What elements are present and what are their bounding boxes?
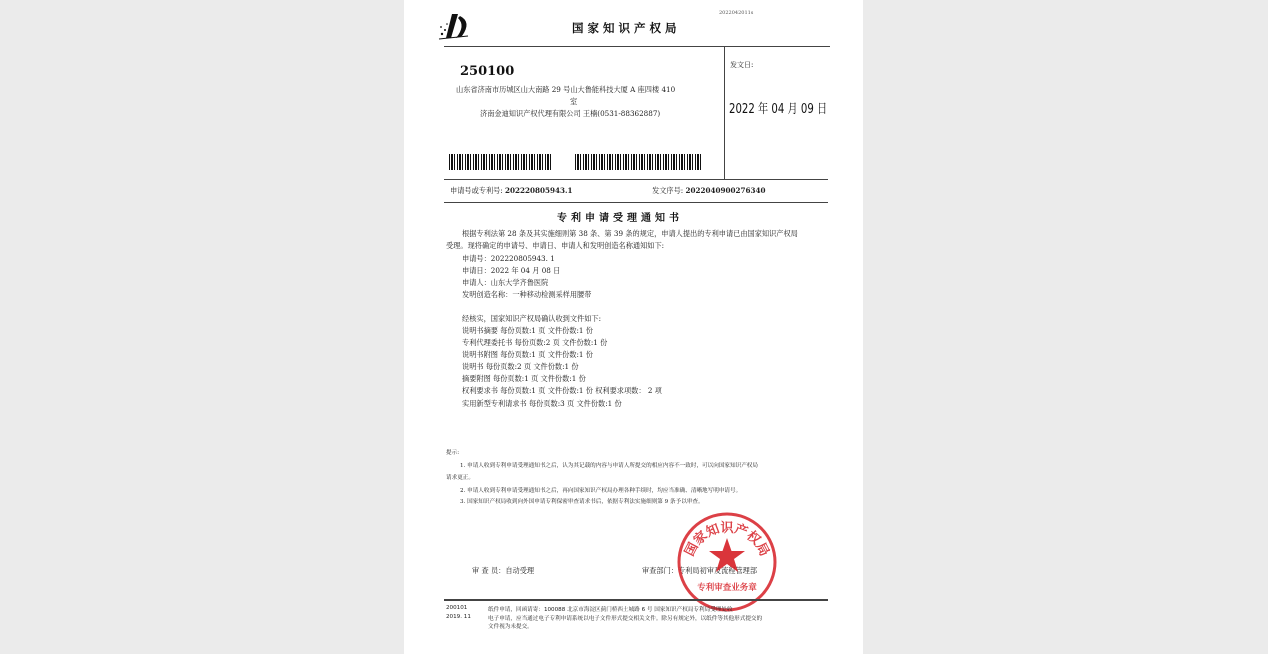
- organization-name: 国家知识产权局: [572, 21, 681, 35]
- serial-number-label: 发文序号:: [652, 186, 684, 195]
- footer-line1: 纸件申请，回函请寄：100088 北京市海淀区蓟门桥西土城路 6 号 国家知识产权局专利局受理处收: [488, 607, 733, 613]
- document-item: 摘要附图 每份页数:1 页 文件份数:1 份: [462, 374, 586, 383]
- address-line1: 山东省济南市历城区山大南路 29 号山大鲁能科技大厦 A 座四楼 410: [456, 85, 676, 94]
- tip-item: 1. 申请人收到专利申请受理通知书之后，认为其记载的内容与申请人所提交的相应内容不一致时，可以向国家知识产权局: [460, 463, 758, 469]
- document-item: 说明书摘要 每份页数:1 页 文件份数:1 份: [462, 326, 593, 335]
- footer-code1: 200101: [446, 605, 468, 611]
- application-number: [450, 186, 573, 196]
- document-item: 实用新型专利请求书 每份页数:3 页 文件份数:1 份: [462, 399, 622, 408]
- application-number-label: 申请号或专利号:: [450, 186, 503, 195]
- header-code: 2022042011s: [719, 10, 754, 16]
- postal-code: 250100: [460, 64, 515, 79]
- document-page: [404, 0, 863, 654]
- document-item: 权利要求书 每份页数:1 页 文件份数:1 份 权利要求项数： 2 项: [462, 386, 662, 395]
- document-item: 说明书附图 每份页数:1 页 文件份数:1 份: [462, 350, 593, 359]
- column-divider: [724, 46, 725, 179]
- document-item: 专利代理委托书 每份页数:2 页 文件份数:1 份: [462, 338, 608, 347]
- intro-line: 受理。现将确定的申请号、申请日、申请人和发明创造名称通知如下:: [446, 241, 665, 250]
- footer-line2: 电子申请，应当通过电子专利申请系统以电子文件形式提交相关文件。除另有规定外，以纸件等其他形式提交的: [488, 616, 763, 622]
- examiner-line: 审 查 员：自动受理: [472, 566, 535, 575]
- serial-number-value: 2022040900276340: [685, 186, 766, 195]
- address-line2: 室: [570, 97, 578, 106]
- documents-intro: 经核实，国家知识产权局确认收到文件如下:: [462, 314, 601, 323]
- serial-number: [652, 186, 766, 196]
- department-line: 审查部门：专利局初审及流程管理部: [642, 566, 758, 575]
- footer-rule: [444, 599, 828, 601]
- barcode-right: [575, 154, 701, 170]
- tip-item: 2. 申请人收到专利申请受理通知书之后，再向国家知识产权局办理各种手续时，均应当准确、清晰地写明申请号。: [460, 488, 742, 494]
- send-date-value: 2022 年 04 月 09 日: [729, 102, 828, 117]
- top-rule: [444, 46, 830, 47]
- detail-application-no: 申请号：202220805943. 1: [462, 254, 555, 263]
- detail-invention-name: 发明创造名称：一种移动检测采样用腰带: [462, 290, 592, 299]
- detail-application-date: 申请日：2022 年 04 月 08 日: [462, 266, 561, 275]
- tips-label: 提示:: [446, 450, 460, 456]
- application-number-value: 202220805943.1: [505, 186, 573, 195]
- tip-item: 请求更正。: [446, 475, 474, 481]
- seal-outer-text: 国家知识产权局: [682, 521, 772, 559]
- seal-inner-text: 专利审查业务章: [697, 583, 757, 593]
- footer-code2: 2019. 11: [446, 614, 471, 620]
- send-date-label: 发文日:: [730, 61, 754, 69]
- agent-name: 济南金迪知识产权代理有限公司 王楠(0531-88362887): [480, 109, 661, 118]
- cnipa-logo-icon: [438, 12, 474, 40]
- number-rule: [444, 202, 828, 203]
- intro-line: 根据专利法第 28 条及其实施细则第 38 条、第 39 条的规定，申请人提出的专利申请已由国家知识产权局: [462, 229, 798, 238]
- mid-rule: [444, 179, 828, 180]
- tip-item: 3. 国家知识产权局收到向外国申请专利保密审查请求书后，依据专利法实施细则第 9 条予以审查。: [460, 499, 704, 505]
- notice-title: 专利申请受理通知书: [557, 213, 683, 224]
- footer-line3: 文件视为未提交。: [488, 624, 533, 630]
- detail-applicant: 申请人：山东大学齐鲁医院: [462, 278, 549, 287]
- barcode-left: [449, 154, 553, 170]
- document-item: 说明书 每份页数:2 页 文件份数:1 份: [462, 362, 579, 371]
